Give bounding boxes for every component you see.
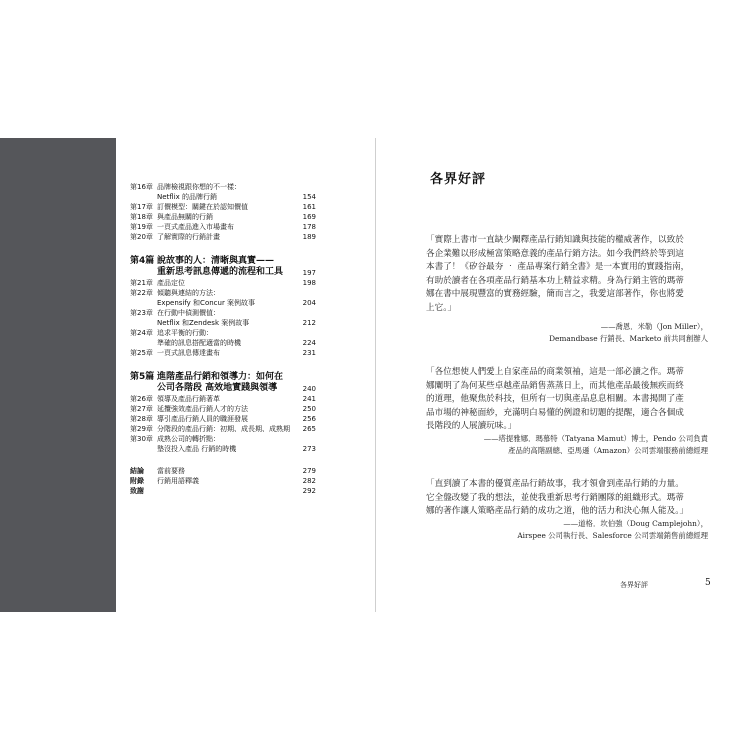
toc-entry-page: 169 [302, 213, 316, 221]
toc-entry [130, 278, 316, 288]
toc-entry-page: 154 [302, 193, 316, 201]
toc-entry [130, 202, 316, 212]
toc-part-5 [130, 372, 316, 394]
toc-entry [130, 424, 316, 434]
toc-entry-page: 292 [302, 487, 316, 495]
toc-part-title: 進階產品行銷和領導力：如何在 公司各階段 高效地實踐與領導 [157, 372, 284, 393]
endorsement-attribution-2: ——塔提雅娜．瑪慕特（Tatyana Mamut）博士，Pendo 公司負責 產品的高階副總、亞馬遜（Amazon）公司雲端服務前總經理 [483, 434, 708, 455]
toc-entry [130, 466, 316, 476]
toc-entry-page: 189 [302, 233, 316, 241]
toc-entry-title: 分階段的產品行銷：初期、成長期、成熟期 [157, 425, 290, 433]
toc-entry-title: 導引產品行銷人員的職涯發展 [157, 415, 248, 423]
toc-entry-number: 第16章 [130, 183, 153, 191]
endorsement-quote-1: 「實際上書市一直缺少闡釋產品行銷知識與技能的權威著作，以致於 各企業難以形成極富策略意義的產品行銷方法。如今我們終於等到這 本書了！《矽谷最夯 ‧ 產品專案行銷全書》是一本實用的實踐指南， 有助於讀者在各項產品行銷基本功上精益求精。身為行銷主管的瑪蒂 娜在書中展現豐富的實務經驗，簡而言之，我愛這部著作，你也將愛 上它。」 [426, 235, 690, 313]
toc-entry-number: 第21章 [130, 279, 153, 287]
toc-entry [130, 348, 316, 358]
toc-group-2 [130, 278, 316, 358]
toc-entry-number: 第23章 [130, 309, 153, 317]
toc-part-title: 說故事的人：清晰與真實—— 重新思考訊息傳遞的流程和工具 [157, 256, 284, 277]
toc-part-page: 240 [302, 385, 316, 393]
page-number: 5 [705, 578, 711, 588]
toc-entry-page: 282 [302, 477, 316, 485]
toc-entry-number: 第27章 [130, 405, 153, 413]
endorsement-quote-3: 「直到讀了本書的優質產品行銷故事，我才領會到產品行銷的力量。 它全盤改變了我的想法，並使我重新思考行銷團隊的組織形式。瑪蒂 娜的著作讓人策略產品行銷的成功之道，他的活力和決心無人能及。」 [426, 479, 689, 516]
toc-entry-number: 第18章 [130, 213, 153, 221]
toc-entry-title: 與產品無關的行銷 [157, 213, 213, 221]
toc-entry-page: 250 [302, 405, 316, 413]
toc-entry-title: 延攬強效產品行銷人才的方法 [157, 405, 248, 413]
toc-entry-title: 在行動中偵測價值： Netflix 和Zendesk 案例故事 [157, 309, 250, 327]
endorsement-attribution-1: ——喬恩．米勒（Jon Miller）， Demandbase 行銷長、Marketo 前共同創辦人 [549, 322, 708, 343]
toc-entry-title: 成熟公司的轉折點： 墊沒投入產品 行銷的時機 [157, 435, 237, 453]
toc-entry-page: 198 [302, 279, 316, 287]
toc-part-number: 第5篇 [130, 372, 155, 382]
toc-entry [130, 232, 316, 242]
toc-entry-number: 第20章 [130, 233, 153, 241]
endorsement-quote-2: 「各位想使人們愛上自家產品的商業領袖，這是一部必讀之作。瑪蒂 娜闡明了為何某些卓越產品銷售蒸蒸日上，而其他產品最後無疾而終 的道理，他聚焦於科技，但所有一切與產品息息相關。本書揭開了產 品市場的神秘面紗，充滿明白易懂的例證和切題的提醒，適合各個成 長階段的人展讀玩味。」 [426, 367, 684, 431]
toc-entry [130, 212, 316, 222]
toc-entry [130, 288, 316, 308]
toc-group-3 [130, 394, 316, 454]
toc-entry-page: 212 [302, 319, 316, 327]
toc-part-4 [130, 256, 316, 278]
toc-entry-number: 致謝 [130, 487, 144, 495]
toc-entry-title: 訂價模型：關鍵在於認知價值 [157, 203, 248, 211]
toc-entry-number: 第28章 [130, 415, 153, 423]
toc-entry-title: 傾聽與連結的方法： Expensify 和Concur 案例故事 [157, 289, 256, 307]
toc-entry [130, 394, 316, 404]
toc-entry-page: 279 [302, 467, 316, 475]
toc-entry-title: 追求平衡的行動： 準確的訊息搭配適當的時機 [157, 329, 241, 347]
table-of-contents [130, 182, 316, 496]
toc-entry-page: 273 [302, 445, 316, 453]
toc-entry-number: 第17章 [130, 203, 153, 211]
toc-entry [130, 182, 316, 202]
toc-entry-title [157, 486, 316, 496]
toc-entry-page: 231 [302, 349, 316, 357]
toc-entry [130, 434, 316, 454]
toc-entry-page: 256 [302, 415, 316, 423]
toc-entry-number: 第25章 [130, 349, 153, 357]
toc-part-number: 第4篇 [130, 256, 155, 266]
toc-entry-page: 241 [302, 395, 316, 403]
left-margin-bar [0, 138, 116, 612]
toc-entry-title: 了解實際的行銷計畫 [157, 233, 220, 241]
toc-entry-title: 領導及產品行銷著革 [157, 395, 220, 403]
toc-entry-number: 結論 [130, 467, 144, 475]
endorsement-attribution-3: ——道格．坎伯強（Doug Camplejohn）， Airspee 公司執行長、Salesforce 公司雲端銷售前總經理 [517, 519, 708, 540]
toc-entry-number: 第30章 [130, 435, 153, 443]
toc-entry [130, 486, 316, 496]
toc-entry [130, 222, 316, 232]
toc-entry-title: 行銷用語釋義 [157, 477, 199, 485]
toc-entry-title: 品牌檢視跟你想的不一樣： Netflix 的品牌行銷 [157, 183, 241, 201]
toc-entry [130, 476, 316, 486]
page-heading: 各界好評 [430, 172, 487, 187]
toc-entry-number: 第29章 [130, 425, 153, 433]
toc-entry-title: 產品定位 [157, 279, 185, 287]
toc-entry [130, 404, 316, 414]
toc-entry-page: 178 [302, 223, 316, 231]
running-footer: 各界好評 [620, 581, 648, 589]
toc-entry [130, 328, 316, 348]
toc-entry [130, 414, 316, 424]
toc-entry [130, 308, 316, 328]
toc-entry-page: 161 [302, 203, 316, 211]
toc-entry-number: 附錄 [130, 477, 144, 485]
toc-endmatter [130, 466, 316, 496]
toc-part-page: 197 [302, 269, 316, 277]
toc-entry-page: 224 [302, 339, 316, 347]
page-gutter [375, 138, 376, 612]
toc-entry-title: 一頁式產品進入市場畫布 [157, 223, 234, 231]
toc-entry-number: 第24章 [130, 329, 153, 337]
toc-entry-page: 204 [302, 299, 316, 307]
toc-entry-title: 一頁式訊息傳達畫布 [157, 349, 220, 357]
toc-entry-number: 第22章 [130, 289, 153, 297]
toc-entry-title: 當前要務 [157, 467, 185, 475]
toc-entry-number: 第19章 [130, 223, 153, 231]
toc-entry-number: 第26章 [130, 395, 153, 403]
toc-entry-page: 265 [302, 425, 316, 433]
toc-group-1 [130, 182, 316, 242]
